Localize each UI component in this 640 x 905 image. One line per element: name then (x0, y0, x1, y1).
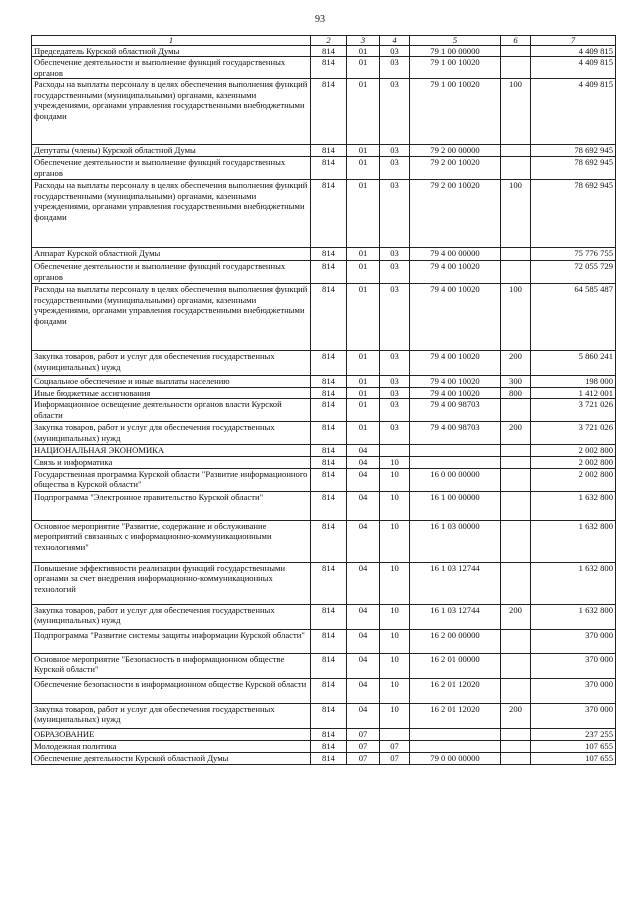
target-article-cell: 16 0 00 00000 (410, 468, 501, 491)
expense-type-cell: 300 (501, 376, 531, 387)
table-row (32, 445, 616, 457)
table-row (32, 678, 616, 703)
expense-type-cell (501, 157, 531, 180)
expense-name-cell: Государственная программа Курской области "Развитие информационного общества в Курской области" (32, 468, 311, 491)
table-row (32, 653, 616, 678)
expense-name-cell: Депутаты (члены) Курской областной Думы (32, 145, 311, 157)
target-article-cell: 16 2 01 12020 (410, 678, 501, 703)
table-row (32, 145, 616, 157)
section-code-cell: 04 (347, 491, 380, 520)
subsection-code-cell: 03 (380, 261, 410, 284)
expense-name-cell: Аппарат Курской областной Думы (32, 248, 311, 261)
ministry-code-cell: 814 (311, 180, 347, 248)
subsection-code-cell: 03 (380, 79, 410, 145)
subsection-code-cell: 03 (380, 145, 410, 157)
subsection-code-cell: 10 (380, 562, 410, 604)
table-row (32, 468, 616, 491)
target-article-cell: 79 2 00 00000 (410, 145, 501, 157)
section-code-cell: 01 (347, 284, 380, 351)
ministry-code-cell: 814 (311, 457, 347, 468)
expense-type-cell (501, 57, 531, 79)
subsection-code-cell: 03 (380, 399, 410, 422)
subsection-code-cell: 10 (380, 653, 410, 678)
subsection-code-cell: 10 (380, 468, 410, 491)
expense-type-cell (501, 457, 531, 468)
ministry-code-cell: 814 (311, 445, 347, 457)
expense-type-cell (501, 752, 531, 764)
target-article-cell: 79 0 00 00000 (410, 752, 501, 764)
amount-cell: 78 692 945 (531, 180, 616, 248)
expense-type-cell: 100 (501, 79, 531, 145)
target-article-cell: 79 4 00 10020 (410, 376, 501, 387)
amount-cell: 1 632 800 (531, 604, 616, 629)
amount-cell: 1 632 800 (531, 491, 616, 520)
expense-name-cell: Повышение эффективности реализации функций государственными органами за счет внедрения информационно-коммуникационных технологий (32, 562, 311, 604)
amount-cell: 78 692 945 (531, 145, 616, 157)
expense-type-cell (501, 653, 531, 678)
expense-name-cell: Председатель Курской областной Думы (32, 46, 311, 57)
column-number: 4 (380, 36, 410, 46)
amount-cell: 107 655 (531, 752, 616, 764)
ministry-code-cell: 814 (311, 520, 347, 562)
section-code-cell: 01 (347, 145, 380, 157)
ministry-code-cell: 814 (311, 728, 347, 740)
ministry-code-cell: 814 (311, 653, 347, 678)
table-row (32, 284, 616, 351)
column-number: 1 (32, 36, 311, 46)
section-code-cell: 07 (347, 752, 380, 764)
subsection-code-cell: 03 (380, 57, 410, 79)
ministry-code-cell: 814 (311, 562, 347, 604)
subsection-code-cell: 03 (380, 387, 410, 398)
ministry-code-cell: 814 (311, 261, 347, 284)
expense-type-cell: 200 (501, 422, 531, 445)
column-number-row (32, 36, 616, 46)
table-row (32, 728, 616, 740)
expense-type-cell (501, 491, 531, 520)
section-code-cell: 04 (347, 468, 380, 491)
expense-name-cell: Основное мероприятие "Развитие, содержание и обслуживание мероприятий связанных с информационно-коммуникационными технологиями" (32, 520, 311, 562)
section-code-cell: 04 (347, 629, 380, 653)
expense-type-cell: 800 (501, 387, 531, 398)
subsection-code-cell (380, 728, 410, 740)
ministry-code-cell: 814 (311, 703, 347, 728)
expense-name-cell: Обеспечение деятельности и выполнение функций государственных органов (32, 157, 311, 180)
table-row (32, 740, 616, 752)
expense-type-cell (501, 728, 531, 740)
expense-name-cell: Подпрограмма "Электронное правительство Курской области" (32, 491, 311, 520)
expense-type-cell (501, 145, 531, 157)
expense-type-cell (501, 445, 531, 457)
ministry-code-cell: 814 (311, 678, 347, 703)
ministry-code-cell: 814 (311, 79, 347, 145)
amount-cell: 4 409 815 (531, 79, 616, 145)
table-row (32, 79, 616, 145)
table-row (32, 457, 616, 468)
table-row (32, 387, 616, 398)
amount-cell: 1 632 800 (531, 520, 616, 562)
table-row (32, 399, 616, 422)
amount-cell: 1 412 001 (531, 387, 616, 398)
target-article-cell: 79 4 00 10020 (410, 261, 501, 284)
expense-type-cell (501, 46, 531, 57)
target-article-cell: 16 1 03 00000 (410, 520, 501, 562)
amount-cell: 5 860 241 (531, 351, 616, 376)
expense-name-cell: Иные бюджетные ассигнования (32, 387, 311, 398)
section-code-cell: 04 (347, 457, 380, 468)
section-code-cell: 04 (347, 653, 380, 678)
section-code-cell: 07 (347, 740, 380, 752)
table-row (32, 604, 616, 629)
table-row (32, 703, 616, 728)
expense-type-cell (501, 261, 531, 284)
ministry-code-cell: 814 (311, 46, 347, 57)
expense-name-cell: НАЦИОНАЛЬНАЯ ЭКОНОМИКА (32, 445, 311, 457)
target-article-cell: 79 4 00 98703 (410, 399, 501, 422)
expense-type-cell (501, 468, 531, 491)
ministry-code-cell: 814 (311, 387, 347, 398)
target-article-cell: 16 2 01 12020 (410, 703, 501, 728)
amount-cell: 3 721 026 (531, 399, 616, 422)
expense-type-cell (501, 740, 531, 752)
expense-name-cell: Расходы на выплаты персоналу в целях обеспечения выполнения функций государственными (муниципальными) органами, казенными учреждениями, органами управления государственными внебюджетными фондами (32, 79, 311, 145)
ministry-code-cell: 814 (311, 248, 347, 261)
subsection-code-cell: 10 (380, 678, 410, 703)
target-article-cell: 79 1 00 10020 (410, 79, 501, 145)
section-code-cell: 04 (347, 678, 380, 703)
amount-cell: 78 692 945 (531, 157, 616, 180)
expense-name-cell: Расходы на выплаты персоналу в целях обеспечения выполнения функций государственными (муниципальными) органами, казенными учреждениями, органами управления государственными внебюджетными фондами (32, 180, 311, 248)
amount-cell: 75 776 755 (531, 248, 616, 261)
section-code-cell: 01 (347, 351, 380, 376)
expense-type-cell: 200 (501, 703, 531, 728)
table-row (32, 248, 616, 261)
subsection-code-cell: 10 (380, 491, 410, 520)
expense-name-cell: Обеспечение безопасности в информационном обществе Курской области (32, 678, 311, 703)
target-article-cell: 16 1 03 12744 (410, 604, 501, 629)
page-number: 93 (315, 14, 325, 25)
ministry-code-cell: 814 (311, 57, 347, 79)
section-code-cell: 01 (347, 46, 380, 57)
expense-name-cell: Подпрограмма "Развитие системы защиты информации Курской области" (32, 629, 311, 653)
ministry-code-cell: 814 (311, 468, 347, 491)
target-article-cell: 79 4 00 00000 (410, 248, 501, 261)
amount-cell: 370 000 (531, 703, 616, 728)
target-article-cell: 79 1 00 10020 (410, 57, 501, 79)
ministry-code-cell: 814 (311, 145, 347, 157)
expense-name-cell: Социальное обеспечение и иные выплаты населению (32, 376, 311, 387)
amount-cell: 370 000 (531, 653, 616, 678)
column-number: 2 (311, 36, 347, 46)
expense-type-cell (501, 248, 531, 261)
table-row (32, 261, 616, 284)
table-row (32, 180, 616, 248)
budget-table (31, 35, 616, 765)
target-article-cell (410, 728, 501, 740)
target-article-cell (410, 457, 501, 468)
subsection-code-cell: 10 (380, 457, 410, 468)
subsection-code-cell: 03 (380, 248, 410, 261)
expense-name-cell: Молодежная политика (32, 740, 311, 752)
amount-cell: 4 409 815 (531, 57, 616, 79)
target-article-cell: 79 2 00 10020 (410, 180, 501, 248)
section-code-cell: 04 (347, 520, 380, 562)
table-row (32, 351, 616, 376)
amount-cell: 64 585 487 (531, 284, 616, 351)
table-row (32, 46, 616, 57)
expense-type-cell (501, 629, 531, 653)
table-row (32, 491, 616, 520)
expense-type-cell: 100 (501, 284, 531, 351)
expense-name-cell: Основное мероприятие "Безопасность в информационном обществе Курской области" (32, 653, 311, 678)
expense-type-cell (501, 678, 531, 703)
section-code-cell: 04 (347, 445, 380, 457)
expense-name-cell: Информационное освещение деятельности органов власти Курской области (32, 399, 311, 422)
expense-type-cell (501, 562, 531, 604)
table-row (32, 520, 616, 562)
section-code-cell: 04 (347, 562, 380, 604)
section-code-cell: 01 (347, 57, 380, 79)
table-body (32, 46, 616, 765)
section-code-cell: 01 (347, 376, 380, 387)
section-code-cell: 04 (347, 604, 380, 629)
ministry-code-cell: 814 (311, 351, 347, 376)
section-code-cell: 01 (347, 422, 380, 445)
subsection-code-cell: 10 (380, 703, 410, 728)
target-article-cell: 79 2 00 10020 (410, 157, 501, 180)
expense-name-cell: Обеспечение деятельности Курской областной Думы (32, 752, 311, 764)
expense-name-cell: ОБРАЗОВАНИЕ (32, 728, 311, 740)
subsection-code-cell (380, 445, 410, 457)
subsection-code-cell: 10 (380, 604, 410, 629)
section-code-cell: 07 (347, 728, 380, 740)
expense-type-cell: 100 (501, 180, 531, 248)
table-row (32, 376, 616, 387)
section-code-cell: 01 (347, 157, 380, 180)
subsection-code-cell: 03 (380, 284, 410, 351)
target-article-cell (410, 740, 501, 752)
section-code-cell: 01 (347, 261, 380, 284)
section-code-cell: 01 (347, 387, 380, 398)
target-article-cell: 79 4 00 10020 (410, 351, 501, 376)
expense-name-cell: Закупка товаров, работ и услуг для обеспечения государственных (муниципальных) нужд (32, 422, 311, 445)
amount-cell: 198 000 (531, 376, 616, 387)
amount-cell: 3 721 026 (531, 422, 616, 445)
table-row (32, 629, 616, 653)
ministry-code-cell: 814 (311, 491, 347, 520)
expense-name-cell: Расходы на выплаты персоналу в целях обеспечения выполнения функций государственными (муниципальными) органами, казенными учреждениями, органами управления государственными внебюджетными фондами (32, 284, 311, 351)
section-code-cell: 01 (347, 399, 380, 422)
ministry-code-cell: 814 (311, 752, 347, 764)
subsection-code-cell: 10 (380, 629, 410, 653)
expense-type-cell (501, 399, 531, 422)
section-code-cell: 01 (347, 180, 380, 248)
amount-cell: 370 000 (531, 678, 616, 703)
amount-cell: 72 055 729 (531, 261, 616, 284)
expense-name-cell: Обеспечение деятельности и выполнение функций государственных органов (32, 261, 311, 284)
target-article-cell: 79 4 00 10020 (410, 284, 501, 351)
target-article-cell: 16 2 01 00000 (410, 653, 501, 678)
ministry-code-cell: 814 (311, 399, 347, 422)
table-row (32, 562, 616, 604)
amount-cell: 1 632 800 (531, 562, 616, 604)
expense-type-cell: 200 (501, 351, 531, 376)
column-number: 7 (531, 36, 616, 46)
target-article-cell: 16 2 00 00000 (410, 629, 501, 653)
table-row (32, 157, 616, 180)
target-article-cell: 16 1 00 00000 (410, 491, 501, 520)
table-row (32, 57, 616, 79)
section-code-cell: 01 (347, 79, 380, 145)
section-code-cell: 04 (347, 703, 380, 728)
subsection-code-cell: 03 (380, 46, 410, 57)
ministry-code-cell: 814 (311, 376, 347, 387)
subsection-code-cell: 07 (380, 740, 410, 752)
ministry-code-cell: 814 (311, 629, 347, 653)
amount-cell: 370 000 (531, 629, 616, 653)
amount-cell: 237 255 (531, 728, 616, 740)
target-article-cell: 79 4 00 98703 (410, 422, 501, 445)
subsection-code-cell: 07 (380, 752, 410, 764)
target-article-cell: 79 4 00 10020 (410, 387, 501, 398)
target-article-cell: 16 1 03 12744 (410, 562, 501, 604)
subsection-code-cell: 03 (380, 376, 410, 387)
subsection-code-cell: 10 (380, 520, 410, 562)
expense-name-cell: Закупка товаров, работ и услуг для обеспечения государственных (муниципальных) нужд (32, 351, 311, 376)
ministry-code-cell: 814 (311, 740, 347, 752)
expense-name-cell: Обеспечение деятельности и выполнение функций государственных органов (32, 57, 311, 79)
target-article-cell: 79 1 00 00000 (410, 46, 501, 57)
ministry-code-cell: 814 (311, 604, 347, 629)
column-number: 6 (501, 36, 531, 46)
table-row (32, 422, 616, 445)
expense-name-cell: Закупка товаров, работ и услуг для обеспечения государственных (муниципальных) нужд (32, 703, 311, 728)
expense-type-cell: 200 (501, 604, 531, 629)
subsection-code-cell: 03 (380, 422, 410, 445)
amount-cell: 2 002 800 (531, 468, 616, 491)
amount-cell: 107 655 (531, 740, 616, 752)
amount-cell: 2 002 800 (531, 445, 616, 457)
ministry-code-cell: 814 (311, 157, 347, 180)
ministry-code-cell: 814 (311, 284, 347, 351)
ministry-code-cell: 814 (311, 422, 347, 445)
expense-name-cell: Закупка товаров, работ и услуг для обеспечения государственных (муниципальных) нужд (32, 604, 311, 629)
expense-name-cell: Связь и информатика (32, 457, 311, 468)
subsection-code-cell: 03 (380, 180, 410, 248)
amount-cell: 4 409 815 (531, 46, 616, 57)
column-number: 5 (410, 36, 501, 46)
subsection-code-cell: 03 (380, 157, 410, 180)
column-number: 3 (347, 36, 380, 46)
expense-type-cell (501, 520, 531, 562)
table-row (32, 752, 616, 764)
subsection-code-cell: 03 (380, 351, 410, 376)
amount-cell: 2 002 800 (531, 457, 616, 468)
target-article-cell (410, 445, 501, 457)
section-code-cell: 01 (347, 248, 380, 261)
